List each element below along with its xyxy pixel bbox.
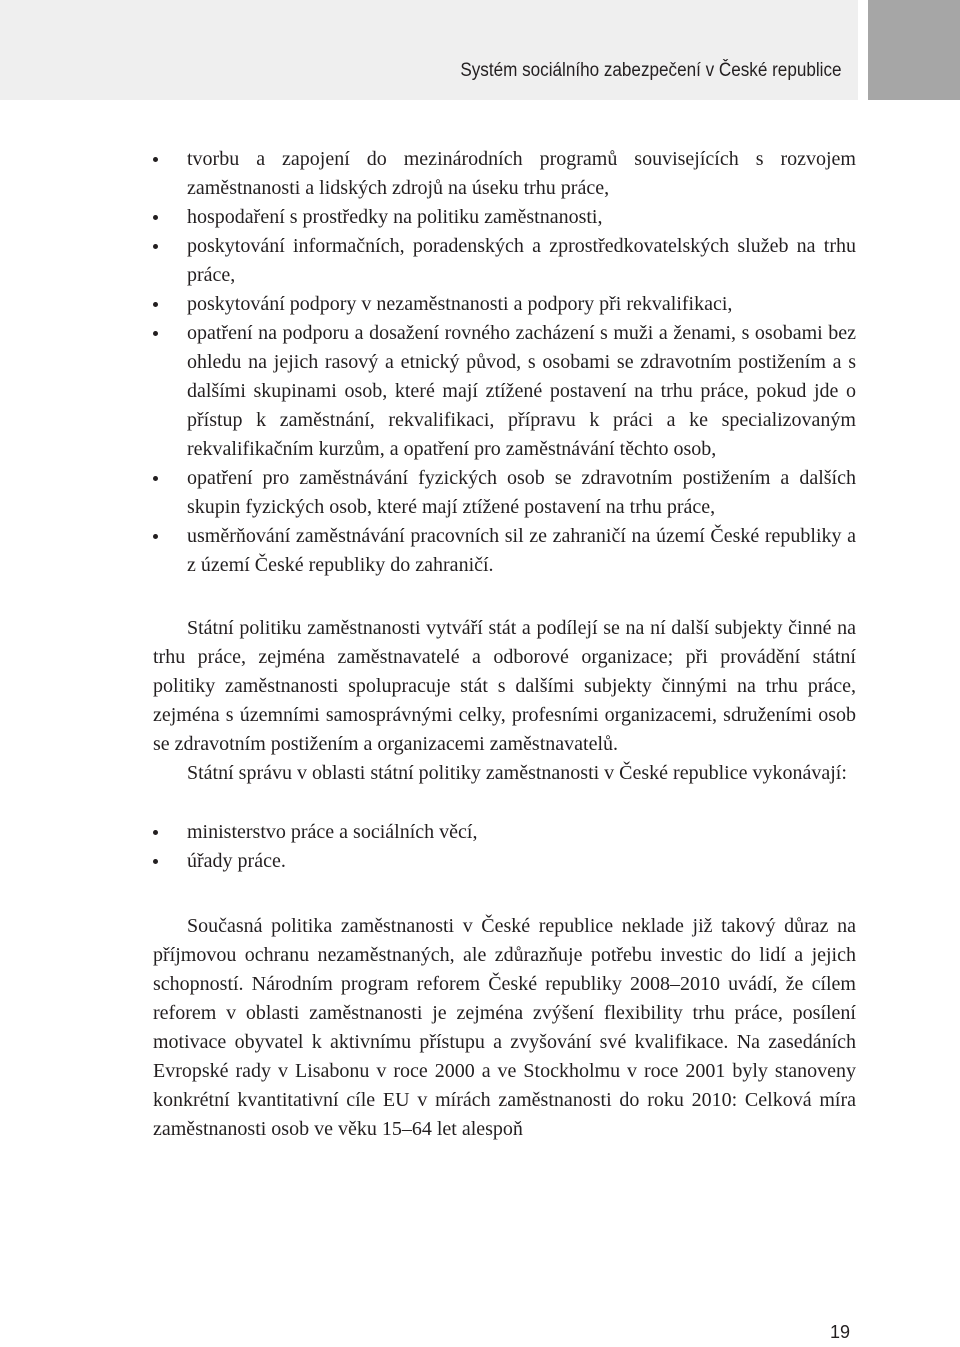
list-item-text: opatření na podporu a dosažení rovného zacházení s muži a ženami, s osobami bez ohledu na jejich rasový a etnický původ, s osobami se zdravotním postižením a s dalšími skupinami osob, které mají ztížené postavení na trhu práce, pokud jde o přístup k zaměstnání, rekvalifikaci, přípravu k práci a ke specializovaným rekvalifikačním kurzům, a opatření pro zaměstnávání těchto osob, (187, 322, 856, 460)
header-band (0, 0, 858, 100)
list-item-text: opatření pro zaměstnávání fyzických osob se zdravotním postižením a dalších skupin fyzických osob, které mají ztížené postavení na trhu práce, (187, 467, 856, 518)
bullet-list-responsibilities (153, 145, 856, 580)
list-item-text: úřady práce. (187, 850, 286, 872)
bullet-icon (153, 476, 158, 481)
bullet-icon (153, 859, 158, 864)
list-item (153, 818, 856, 847)
bullet-icon (153, 534, 158, 539)
list-item (153, 847, 856, 876)
page-number: 19 (830, 1322, 851, 1342)
list-item (153, 232, 856, 290)
bullet-icon (153, 331, 158, 336)
list-item-text: usměrňování zaměstnávání pracovních sil ze zahraničí na území České republiky a z území České republiky do zahraničí. (187, 525, 856, 576)
corner-tab (868, 0, 960, 100)
list-item (153, 290, 856, 319)
list-item-text: ministerstvo práce a sociálních věcí, (187, 821, 478, 843)
list-item-text: hospodaření s prostředky na politiku zaměstnanosti, (187, 206, 603, 228)
bullet-list-authorities (153, 818, 856, 876)
list-item (153, 319, 856, 464)
bullet-icon (153, 215, 158, 220)
bullet-icon (153, 830, 158, 835)
list-item-text: poskytování podpory v nezaměstnanosti a podpory při rekvalifikaci, (187, 293, 733, 315)
paragraph-state-administration: Státní správu v oblasti státní politiky zaměstnanosti v České republice vykonávají: (187, 762, 847, 784)
paragraph-current-policy: Současná politika zaměstnanosti v České republice neklade již takový důraz na příjmovou ochranu nezaměstnaných, ale zdůrazňuje potřebu investic do lidí a jejich schopností. Národním program reforem České republiky 2008–2010 uvádí, že cílem reforem v oblasti zaměstnanosti je zejména zvýšení flexibility trhu práce, posílení motivace obyvatel k aktivnímu přístupu a zvyšování své kvalifikace. Na zasedáních Evropské rady v Lisabonu v roce 2000 a ve Stockholmu v roce 2001 byly stanoveny konkrétní kvantitativní cíle EU v mírách zaměstnanosti do roku 2010: Celková míra zaměstnanosti osob ve věku 15–64 let alespoň (153, 915, 856, 1140)
list-item-text: poskytování informačních, poradenských a zprostředkovatelských služeb na trhu práce, (187, 235, 856, 286)
bullet-icon (153, 157, 158, 162)
running-head: Systém sociálního zabezpečení v České republice (460, 60, 842, 81)
bullet-icon (153, 244, 158, 249)
list-item (153, 203, 856, 232)
list-item (153, 464, 856, 522)
list-item (153, 522, 856, 580)
bullet-icon (153, 302, 158, 307)
list-item-text: tvorbu a zapojení do mezinárodních programů souvisejících s rozvojem zaměstnanosti a lidských zdrojů na úseku trhu práce, (187, 148, 856, 199)
page-body (153, 145, 856, 1144)
paragraph-state-policy: Státní politiku zaměstnanosti vytváří stát a podílejí se na ní další subjekty činné na trhu práce, zejména zaměstnavatelé a odborové organizace; při provádění státní politiky zaměstnanosti spolupracuje stát s dalšími subjekty činnými na trhu práce, zejména s územními samosprávnými celky, profesními organizacemi, sdruženími osob se zdravotním postižením a organizacemi zaměstnavatelů. (153, 617, 856, 755)
list-item (153, 145, 856, 203)
